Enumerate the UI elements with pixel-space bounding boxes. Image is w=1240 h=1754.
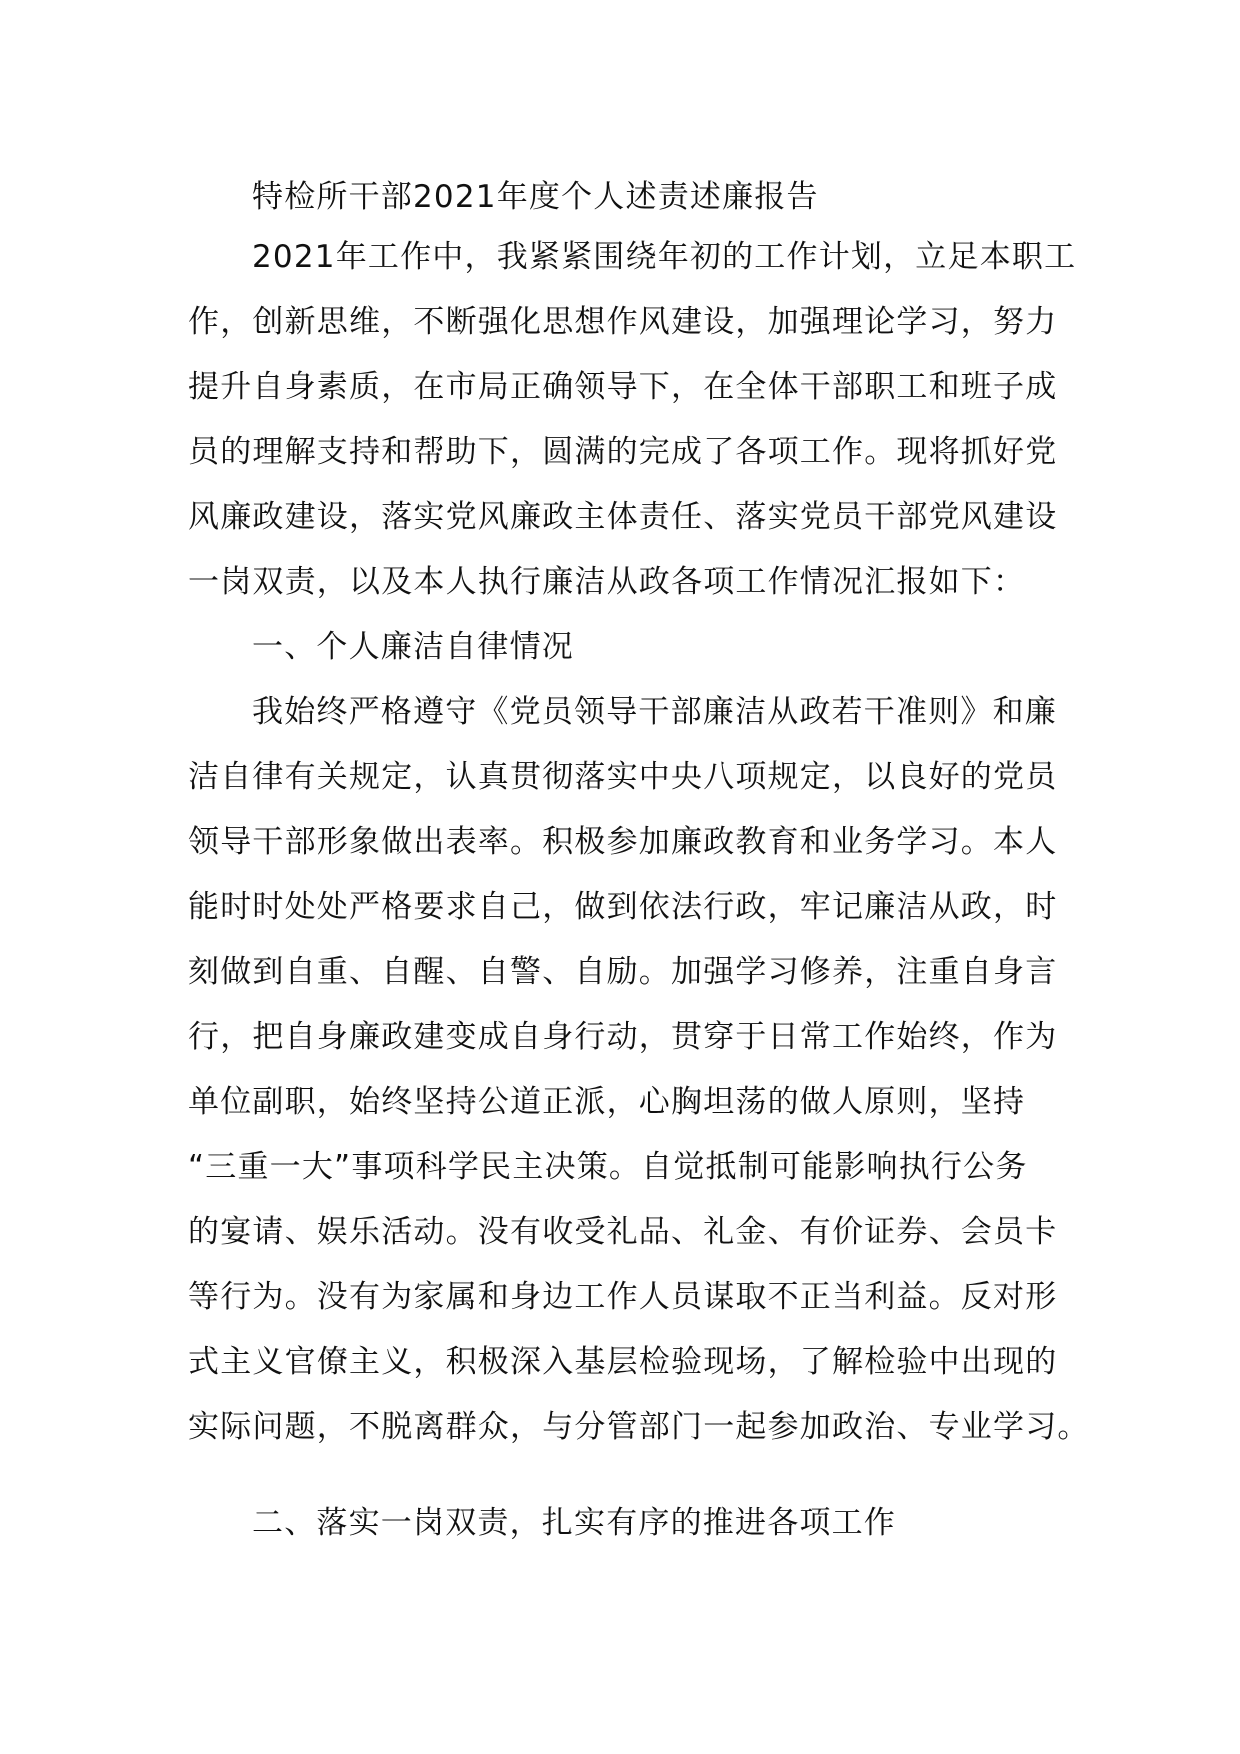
paragraph-line: 领导干部形象做出表率。积极参加廉政教育和业务学习。本人 [188,824,1058,860]
paragraph-line: 作，创新思维，不断强化思想作风建设，加强理论学习，努力 [188,304,1058,340]
paragraph-line: 员的理解支持和帮助下，圆满的完成了各项工作。现将抓好党 [188,434,1058,470]
paragraph-line: 等行为。没有为家属和身边工作人员谋取不正当利益。反对形 [188,1279,1058,1315]
section-heading: 一、个人廉洁自律情况 [252,629,574,665]
paragraph-line: 单位副职，始终坚持公道正派，心胸坦荡的做人原则，坚持 [188,1084,1026,1120]
paragraph-line: 的宴请、娱乐活动。没有收受礼品、礼金、有价证券、会员卡 [188,1214,1058,1250]
paragraph-line: 式主义官僚主义，积极深入基层检验现场，了解检验中出现的 [188,1344,1058,1380]
document-title: 特检所干部2021年度个人述责述廉报告 [252,179,819,215]
paragraph-line: 实际问题，不脱离群众，与分管部门一起参加政治、专业学习。 [188,1409,1090,1445]
section-heading: 二、落实一岗双责，扎实有序的推进各项工作 [252,1505,896,1541]
paragraph-line: “三重一大”事项科学民主决策。自觉抵制可能影响执行公务 [188,1149,1028,1185]
paragraph-line: 行，把自身廉政建变成自身行动，贯穿于日常工作始终，作为 [188,1019,1058,1055]
paragraph-line: 洁自律有关规定，认真贯彻落实中央八项规定，以良好的党员 [188,759,1058,795]
paragraph-line: 提升自身素质，在市局正确领导下，在全体干部职工和班子成 [188,369,1058,405]
paragraph-line: 我始终严格遵守《党员领导干部廉洁从政若干准则》和廉 [252,694,1057,730]
paragraph-line: 一岗双责，以及本人执行廉洁从政各项工作情况汇报如下： [188,564,1026,600]
paragraph-line: 2021年工作中，我紧紧围绕年初的工作计划，立足本职工 [252,239,1077,275]
paragraph-line: 刻做到自重、自醒、自警、自励。加强学习修养，注重自身言 [188,954,1058,990]
paragraph-line: 能时时处处严格要求自己，做到依法行政，牢记廉洁从政，时 [188,889,1058,925]
paragraph-line: 风廉政建设，落实党风廉政主体责任、落实党员干部党风建设 [188,499,1058,535]
